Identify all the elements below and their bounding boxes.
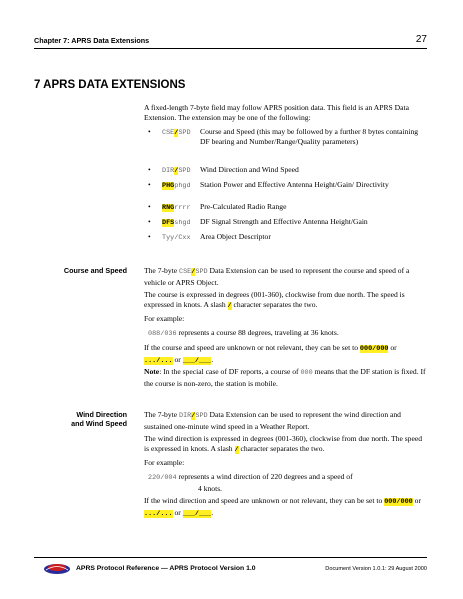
footer-title: APRS Protocol Reference — APRS Protocol Version 1.0 bbox=[76, 565, 256, 572]
course-speed-unknown-paragraph: If the course and speed are unknown or not relevant, they can be set to 000/000 or .../... or ___/___. bbox=[144, 343, 397, 365]
page-number: 27 bbox=[415, 34, 427, 45]
bullet: • bbox=[148, 165, 151, 174]
bullet: • bbox=[148, 127, 151, 136]
footer-rule bbox=[34, 557, 427, 558]
bullet: • bbox=[148, 232, 151, 241]
extension-description: Station Power and Effective Antenna Height/Gain/ Directivity bbox=[200, 180, 389, 189]
course-speed-note: Note: In the special case of DF reports, a course of 000 means that the DF station is fixed. If the course is non-zero, the station is mobile. bbox=[144, 367, 426, 388]
extension-code: CSE/SPD bbox=[162, 129, 191, 137]
extension-code: RNGrrrr bbox=[162, 204, 191, 212]
course-speed-example: 088/036 represents a course 88 degrees, traveling at 36 knots. bbox=[148, 328, 339, 338]
bullet: • bbox=[148, 180, 151, 189]
wind-example-label: For example: bbox=[144, 458, 185, 467]
extension-description: Pre-Calculated Radio Range bbox=[200, 202, 287, 211]
extension-description: DF Signal Strength and Effective Antenna Height/Gain bbox=[200, 217, 368, 226]
chapter-title: 7 APRS DATA EXTENSIONS bbox=[34, 79, 186, 91]
extension-description: Area Object Descriptor bbox=[200, 232, 271, 241]
section-label-course-speed: Course and Speed bbox=[63, 266, 127, 275]
extension-description: Wind Direction and Wind Speed bbox=[200, 165, 299, 174]
section-label-wind: Wind Direction and Wind Speed bbox=[71, 410, 127, 428]
header-rule bbox=[34, 48, 427, 49]
extension-code: DFSshgd bbox=[162, 219, 191, 227]
bullet: • bbox=[148, 217, 151, 226]
footer-version: Document Version 1.0.1: 29 August 2000 bbox=[325, 566, 427, 572]
extension-code: Tyy/Cxx bbox=[162, 234, 191, 242]
page-header bbox=[34, 34, 427, 48]
bullet: • bbox=[148, 202, 151, 211]
wind-paragraph-2: The wind direction is expressed in degrees (001-360), clockwise from due north. The speed is expressed in knots. A slash / character separates the two. bbox=[144, 434, 423, 454]
extension-code: DIR/SPD bbox=[162, 167, 191, 175]
extension-code: PHGphgd bbox=[162, 182, 191, 190]
course-speed-example-label: For example: bbox=[144, 314, 185, 323]
wind-example: 220/004 represents a wind direction of 220 degrees and a speed of 4 knots. bbox=[148, 472, 353, 493]
course-speed-paragraph-1: The 7-byte CSE/SPD Data Extension can be used to represent the course and speed of a vehicle or APRS Object. bbox=[144, 266, 410, 287]
wind-paragraph-1: The 7-byte DIR/SPD Data Extension can be used to represent the wind direction and sustained one-minute wind speed in a Weather Report. bbox=[144, 410, 401, 431]
intro-paragraph: A fixed-length 7-byte field may follow APRS position data. This field is an APRS Data Extension. The extension may be one of the following: bbox=[144, 103, 409, 122]
aprs-logo-icon bbox=[43, 561, 71, 575]
course-speed-paragraph-2: The course is expressed in degrees (001-360), clockwise from due north. The speed is expressed in knots. A slash / character separates the two. bbox=[144, 290, 405, 310]
wind-unknown-paragraph: If the wind direction and speed are unknown or not relevant, they can be set to 000/000 or .../... or ___/___. bbox=[144, 496, 421, 518]
chapter-header-title: Chapter 7: APRS Data Extensions bbox=[34, 36, 150, 45]
extension-description: Course and Speed (this may be followed by a further 8 bytes containing DF bearing and Number/Range/Quality parameters) bbox=[200, 127, 419, 146]
